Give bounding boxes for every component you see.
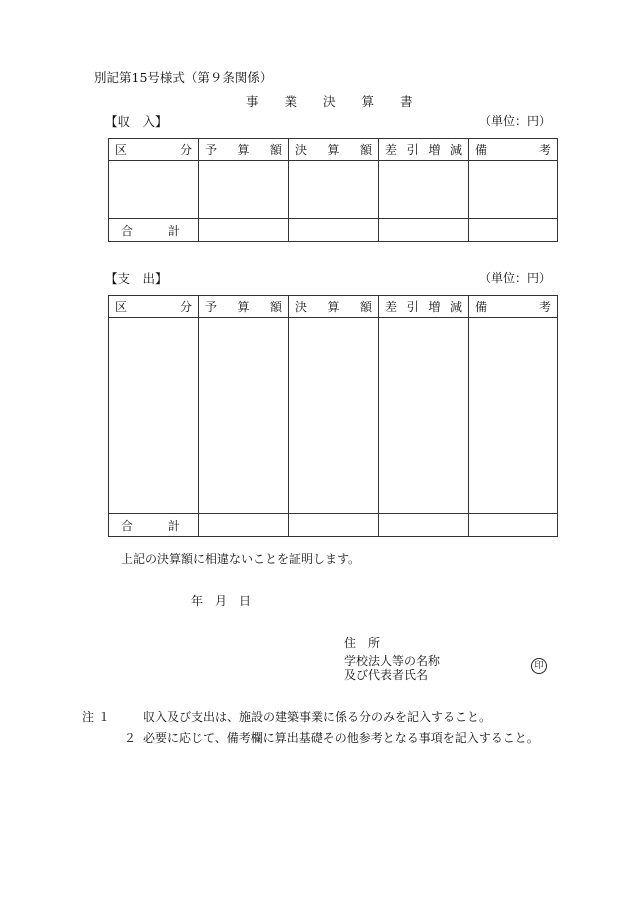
expenditure-table (108, 295, 558, 537)
expenditure-total-settlement-cell[interactable] (289, 514, 379, 537)
expenditure-difference-cell[interactable] (379, 318, 469, 514)
income-difference-cell[interactable] (379, 161, 469, 219)
org-name-line-2: 及び代表者氏名 (344, 668, 429, 682)
certification-statement: 上記の決算額に相違ないことを証明します。 (121, 552, 361, 566)
income-category-cell[interactable] (109, 161, 199, 219)
income-entry-row (109, 161, 558, 219)
col-header-category: 区 分 (109, 296, 199, 318)
expenditure-total-label: 合 計 (109, 514, 199, 537)
income-total-difference-cell[interactable] (379, 219, 469, 242)
income-total-settlement-cell[interactable] (289, 219, 379, 242)
seal-icon: 印 (531, 658, 547, 674)
date-line[interactable]: 年 月 日 (191, 594, 252, 608)
income-header-row (109, 139, 558, 161)
note-2-text: 必要に応じて、備考欄に算出基礎その他参考となる事項を記入すること。 (143, 731, 539, 745)
col-header-difference: 差 引 増 減 (379, 296, 469, 318)
income-table (108, 138, 558, 242)
notes-mark: 注 (82, 710, 95, 724)
expenditure-settlement-cell[interactable] (289, 318, 379, 514)
expenditure-unit-label: （単位：円） (478, 271, 551, 285)
expenditure-total-remarks-cell[interactable] (469, 514, 558, 537)
document-title: 事業決算書 (246, 94, 439, 109)
col-header-difference: 差 引 増 減 (379, 139, 469, 161)
expenditure-budget-cell[interactable] (199, 318, 289, 514)
col-header-remarks: 備 考 (469, 139, 558, 161)
expenditure-remarks-cell[interactable] (469, 318, 558, 514)
income-unit-label: （単位：円） (478, 114, 551, 128)
expenditure-total-difference-cell[interactable] (379, 514, 469, 537)
expenditure-header-row (109, 296, 558, 318)
income-section-label: 【収 入】 (105, 114, 168, 129)
form-reference: 別記第15号様式（第９条関係） (94, 70, 273, 85)
note-2-number: ２ (124, 731, 137, 745)
col-header-settlement: 決 算 額 (289, 296, 379, 318)
col-header-settlement: 決 算 額 (289, 139, 379, 161)
note-1-number: １ (98, 710, 111, 724)
expenditure-total-row (109, 514, 558, 537)
expenditure-section-label: 【支 出】 (105, 271, 168, 286)
income-total-remarks-cell[interactable] (469, 219, 558, 242)
col-header-remarks: 備 考 (469, 296, 558, 318)
address-label: 住 所 (344, 636, 381, 650)
expenditure-category-cell[interactable] (109, 318, 199, 514)
note-1-text: 収入及び支出は、施設の建築事業に係る分のみを記入すること。 (143, 710, 492, 724)
col-header-category: 区 分 (109, 139, 199, 161)
income-remarks-cell[interactable] (469, 161, 558, 219)
organization-name-label (344, 654, 440, 682)
income-budget-cell[interactable] (199, 161, 289, 219)
income-total-budget-cell[interactable] (199, 219, 289, 242)
col-header-budget: 予 算 額 (199, 296, 289, 318)
income-settlement-cell[interactable] (289, 161, 379, 219)
org-name-line-1: 学校法人等の名称 (344, 654, 441, 668)
income-total-row (109, 219, 558, 242)
expenditure-total-budget-cell[interactable] (199, 514, 289, 537)
income-total-label: 合 計 (109, 219, 199, 242)
expenditure-entry-row (109, 318, 558, 514)
col-header-budget: 予 算 額 (199, 139, 289, 161)
